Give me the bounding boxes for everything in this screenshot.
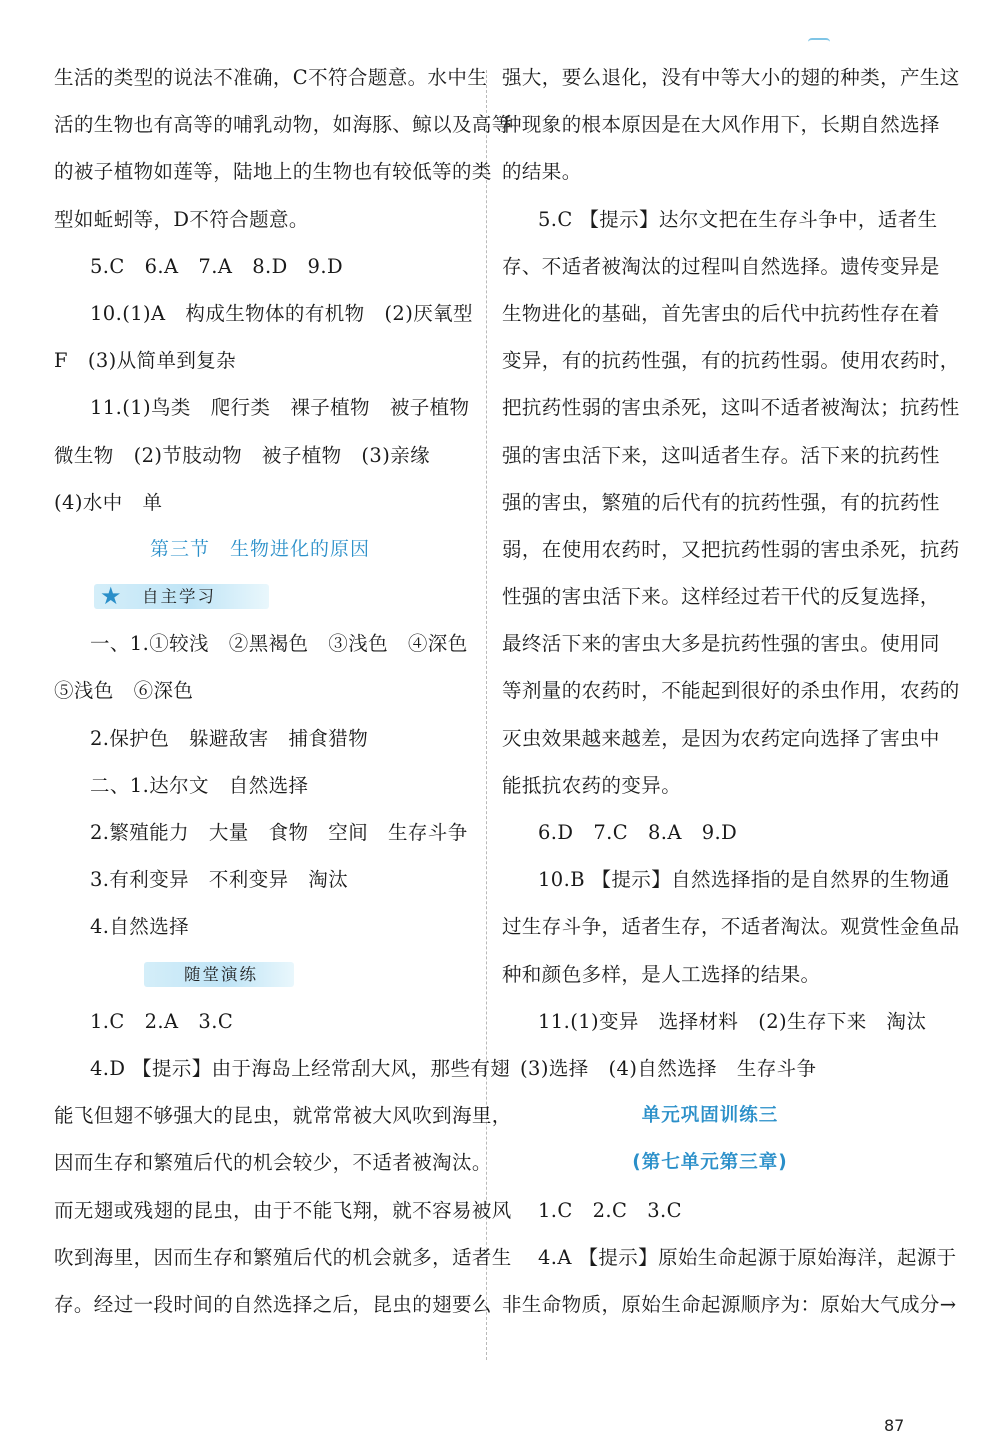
text-line: 强的害虫，繁殖的后代有的抗药性强，有的抗药性 <box>502 490 940 514</box>
text-line: 因而生存和繁殖后代的机会较少，不适者被淘汰。 <box>54 1151 492 1175</box>
answer-line: ⑤浅色 ⑥深色 <box>54 679 194 703</box>
text-line: 强的害虫活下来，这叫适者生存。活下来的抗药性 <box>502 443 940 467</box>
left-column <box>54 54 512 1328</box>
text-line: 能飞但翅不够强大的昆虫，就常常被大风吹到海里， <box>54 1104 512 1128</box>
text-line: 性强的害虫活下来。这样经过若干代的反复选择， <box>502 585 940 609</box>
answer-line: 11.(1)鸟类 爬行类 裸子植物 被子植物 <box>90 396 470 420</box>
answer-line: 10.(1)A 构成生物体的有机物 (2)厌氧型 <box>90 301 473 325</box>
text-line: 最终活下来的害虫大多是抗药性强的害虫。使用同 <box>502 632 940 656</box>
unit-subtitle: (第七单元第三章) <box>632 1152 788 1174</box>
answer-line: (4)水中 单 <box>54 490 163 514</box>
page-number: 87 <box>884 1416 905 1435</box>
banner-label: 自主学习 <box>142 587 216 607</box>
text-line: 过生存斗争，适者生存，不适者淘汰。观赏性金鱼品 <box>502 915 960 939</box>
text-line: 而无翅或残翅的昆虫，由于不能飞翔，就不容易被风 <box>54 1198 512 1222</box>
text-line: 灭虫效果越来越差，是因为农药定向选择了害虫中 <box>502 726 940 750</box>
text-line: 的被子植物如莲等，陆地上的生物也有较低等的类 <box>54 160 492 184</box>
answer-line: 4.A 【提示】原始生命起源于原始海洋，起源于 <box>538 1245 957 1269</box>
banner-label: 随堂演练 <box>184 964 258 984</box>
text-line: 等剂量的农药时，不能起到很好的杀虫作用，农药的 <box>502 679 960 703</box>
text-line: 吹到海里，因而生存和繁殖后代的机会就多，适者生 <box>54 1245 512 1269</box>
text-line: 把抗药性弱的害虫杀死，这叫不适者被淘汰；抗药性 <box>502 396 960 420</box>
star-icon: ★ <box>100 582 122 611</box>
text-line: 种现象的根本原因是在大风作用下，长期自然选择 <box>502 113 940 137</box>
text-line: 种和颜色多样，是人工选择的结果。 <box>502 962 821 986</box>
answer-line: 2.繁殖能力 大量 食物 空间 生存斗争 <box>90 821 468 844</box>
class-practice-banner <box>54 951 466 998</box>
section-title: 第三节 生物进化的原因 <box>149 537 370 560</box>
self-study-banner <box>54 573 466 620</box>
answer-line: 5.C 【提示】达尔文把在生存斗争中，适者生 <box>538 207 938 231</box>
answer-line: 4.自然选择 <box>90 915 190 939</box>
answer-line: 二、1.达尔文 自然选择 <box>90 773 309 797</box>
text-line: 变异，有的抗药性强，有的抗药性弱。使用农药时， <box>502 349 960 373</box>
answer-line: F (3)从简单到复杂 <box>54 349 237 373</box>
answer-line: 4.D 【提示】由于海岛上经常刮大风，那些有翅 <box>90 1056 511 1080</box>
answer-line: 一、1.①较浅 ②黑褐色 ③浅色 ④深色 <box>90 632 468 656</box>
text-line: 能抵抗农药的变异。 <box>502 773 682 797</box>
answer-line: 1.C 2.C 3.C <box>538 1198 682 1222</box>
answer-line: 1.C 2.A 3.C <box>90 1009 234 1033</box>
text-line: 型如蚯蚓等，D不符合题意。 <box>54 207 309 231</box>
text-line: 生活的类型的说法不准确，C不符合题意。水中生 <box>54 66 488 89</box>
text-line: 存。经过一段时间的自然选择之后，昆虫的翅要么 <box>54 1292 492 1316</box>
unit-title: 单元巩固训练三 <box>641 1105 779 1127</box>
text-line: 强大，要么退化，没有中等大小的翅的种类，产生这 <box>502 66 960 89</box>
answer-line: 2.保护色 躲避敌害 捕食猎物 <box>90 726 369 750</box>
text-line: 非生命物质，原始生命起源顺序为：原始大气成分→ <box>502 1292 957 1316</box>
text-line: 的结果。 <box>502 160 582 184</box>
text-line: 活的生物也有高等的哺乳动物，如海豚、鲸以及高等 <box>54 113 512 137</box>
text-line: 生物进化的基础，首先害虫的后代中抗药性存在着 <box>502 301 940 325</box>
text-line: 弱，在使用农药时，又把抗药性弱的害虫杀死，抗药 <box>502 537 960 561</box>
answer-line: 11.(1)变异 选择材料 (2)生存下来 淘汰 <box>538 1009 927 1033</box>
answer-line: 微生物 (2)节肢动物 被子植物 (3)亲缘 <box>54 443 431 467</box>
text-line: 存、不适者被淘汰的过程叫自然选择。遗传变异是 <box>502 254 940 278</box>
answer-line: 6.D 7.C 8.A 9.D <box>538 821 738 844</box>
answer-line: (3)选择 (4)自然选择 生存斗争 <box>520 1056 817 1080</box>
answer-line: 5.C 6.A 7.A 8.D 9.D <box>90 254 343 278</box>
answer-line: 10.B 【提示】自然选择指的是自然界的生物通 <box>538 868 950 892</box>
answer-line: 3.有利变异 不利变异 淘汰 <box>90 868 349 892</box>
decorative-mark <box>808 38 830 46</box>
right-column <box>502 54 960 1328</box>
